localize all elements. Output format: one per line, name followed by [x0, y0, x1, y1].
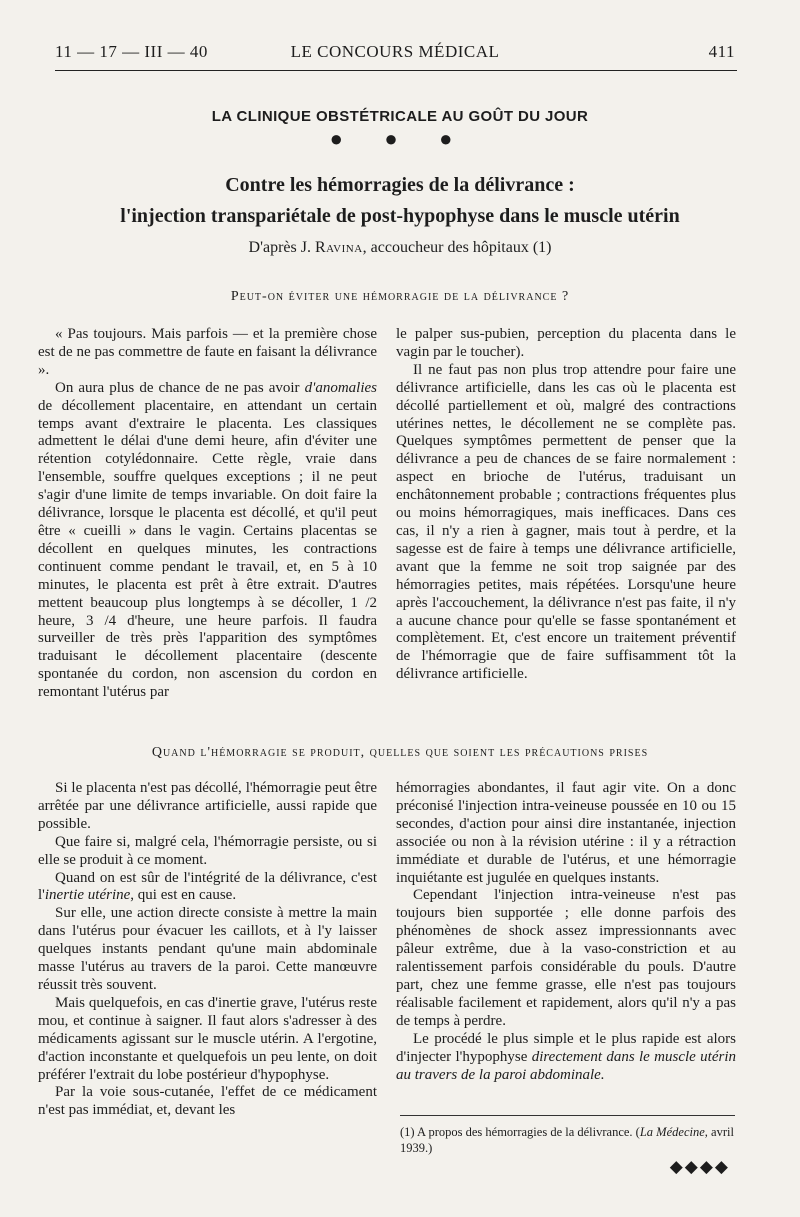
title-line-1: Contre les hémorragies de la délivrance : — [225, 174, 575, 196]
header-rule — [55, 70, 737, 71]
paragraph: Mais quelquefois, en cas d'inertie grave, l'utérus reste mou, et continue à saigner. Il faut alors s'adresser à des médicaments agissant sur le muscle utérin. A l'ergotine, d'action inconstante et quelquefois un peu lente, on doit préférer l'extrait du lobe postérieur d'hypophyse. — [38, 994, 377, 1083]
italic-run: directement dans le muscle utérin au travers de la paroi abdominale. — [396, 1048, 736, 1083]
footnote-text-end: , avril 1939.) — [400, 1125, 734, 1155]
italic-run: d'anomalies — [304, 379, 377, 396]
paragraph — [396, 1031, 736, 1085]
article-title — [0, 170, 800, 232]
dot-ornament: ● ● ● — [329, 126, 471, 151]
section2-left-column — [38, 780, 377, 1120]
paragraph: Sur elle, une action directe consiste à mettre la main dans l'utérus pour évacuer les caillots, et à l'y laisser quelques instants pendant qu'une main abdominale masse l'utérus au travers de la paroi. Cette manœuvre réussit très souvent. — [38, 905, 377, 993]
section1-left-column — [38, 326, 377, 702]
author-name: Ravina — [314, 239, 363, 256]
end-ornament: ◆◆◆◆ — [669, 1157, 730, 1176]
paragraph: le palper sus-pubien, perception du placenta dans le vagin par le toucher). — [396, 326, 736, 360]
rubric-heading: LA CLINIQUE OBSTÉTRICALE AU GOÛT DU JOUR — [211, 108, 589, 125]
footnote-text: (1) A propos des hémorragies de la délivrance. ( — [400, 1125, 640, 1139]
paragraph — [38, 870, 377, 906]
paragraph: hémorragies abondantes, il faut agir vite. On a donc préconisé l'injection intra-veineuse poussée en 10 ou 15 secondes, d'action pour ainsi dire instantanée, injection associée ou non à la révision utérine : il y a rétraction immédiate et durable de l'utérus, et une hémorragie inquiétante est jugulée en quelques instants. — [396, 780, 736, 886]
paragraph: « Pas toujours. Mais parfois — et la première chose est de ne pas commettre de faute en faisant la délivrance ». — [38, 326, 377, 378]
issue-date: 11 — 17 — III — 40 — [55, 42, 208, 61]
text-run: On aura plus de chance de ne pas avoir — [55, 379, 300, 396]
footnote — [400, 1124, 735, 1156]
paragraph: Cependant l'injection intra-veineuse n'est pas toujours bien supportée ; elle donne parfois des phénomènes de shock assez impressionnants avec pâleur extrême, due à la vaso-constriction et au ralentissement parfois considérable du pouls. D'autre part, chez une femme grasse, elle n'est pas toujours réalisable facilement et rapidement, alors qu'il n'y a pas de temps à perdre. — [396, 887, 736, 1029]
author-prefix: D'après J. — [248, 239, 311, 256]
journal-title: LE CONCOURS MÉDICAL — [290, 42, 500, 61]
paragraph: Par la voie sous-cutanée, l'effet de ce médicament n'est pas immédiat, et, devant les — [38, 1084, 377, 1119]
section1-right-column — [396, 326, 736, 684]
section-heading-2: Quand l'hémorragie se produit, quelles que soient les précautions prises — [151, 745, 649, 760]
paragraph: Si le placenta n'est pas décollé, l'hémorragie peut être arrêtée par une délivrance artificielle, aussi rapide que possible. — [38, 780, 377, 832]
running-header — [55, 42, 735, 68]
author-line — [0, 239, 800, 257]
text-run: , qui est en cause. — [130, 887, 237, 904]
title-line-2: l'injection transpariétale de post-hypophyse dans le muscle utérin — [120, 205, 680, 227]
text-run: de décollement placentaire, en attendant un certain temps avant d'extraire le placenta. Les classiques admettent le délai d'une demi heure, afin d'éviter une rétention cotylédonnaire. Cette règle, vraie dans l'ensemble, souffre quelques exceptions ; il ne peut s'agir d'une limite de temps invariable. On doit faire la délivrance, lorsque le placenta est décollé, et qu'il peut être « cueilli » dans le vagin. Certains placentas se décollent en quelques minutes, les contractions continuent comme pendant le travail, et, en 5 à 10 minutes, le placenta est prêt à être extrait. D'autres mettent beaucoup plus longtemps à se décoller, 1 /2 heure, 3 /4 d'heure, une heure parfois. Il faudra surveiller de très près l'apparition des symptômes traduisant le décollement placentaire (descente spontanée du cordon, non ascension du cordon en remontant l'utérus par — [38, 397, 377, 701]
paragraph: Il ne faut pas non plus trop attendre pour faire une délivrance artificielle, dans les cas où le placenta est décollé partiellement et où, malgré des contractions utérines nettes, le décollement ne se complète pas. Quelques symptômes permettent de penser que la délivrance a peu de chances de se faire normalement : aspect en brioche de l'utérus, traduisant un enchâtonnement probable ; contractions fréquentes plus ou moins hémorragiques, mais inefficaces. Dans ces cas, il n'y a rien à gagner, mais tout à perdre, et la sagesse est de faire à temps une délivrance artificielle, avant que la femme ne soit trop saignée par des hémorragies petites, mais répétées. Lorsqu'une heure après l'accouchement, la délivrance n'est pas faite, il n'y a aucune chance pour qu'elle se fasse spontanément et complètement. Et, c'est encore un traitement préventif de l'hémorragie que de faire suffisamment tôt la délivrance artificielle. — [396, 361, 736, 683]
text-run: Le procédé le plus simple et le plus rapide est alors d'injecter l'hypophyse — [396, 1030, 736, 1065]
footnote-source: La Médecine — [639, 1125, 705, 1139]
text-run: Quand on est sûr de l'intégrité de la délivrance, c'est l' — [38, 869, 377, 904]
paragraph — [38, 380, 377, 702]
section2-right-column — [396, 780, 736, 1084]
author-suffix: , accoucheur des hôpitaux (1) — [362, 239, 552, 256]
section-heading-1: Peut-on éviter une hémorragie de la délivrance ? — [230, 289, 570, 304]
paragraph: Que faire si, malgré cela, l'hémorragie persiste, ou si elle se produit à ce moment. — [38, 833, 377, 868]
italic-run: inertie utérine — [44, 887, 131, 904]
footnote-rule — [400, 1115, 735, 1116]
page-number: 411 — [708, 42, 735, 61]
